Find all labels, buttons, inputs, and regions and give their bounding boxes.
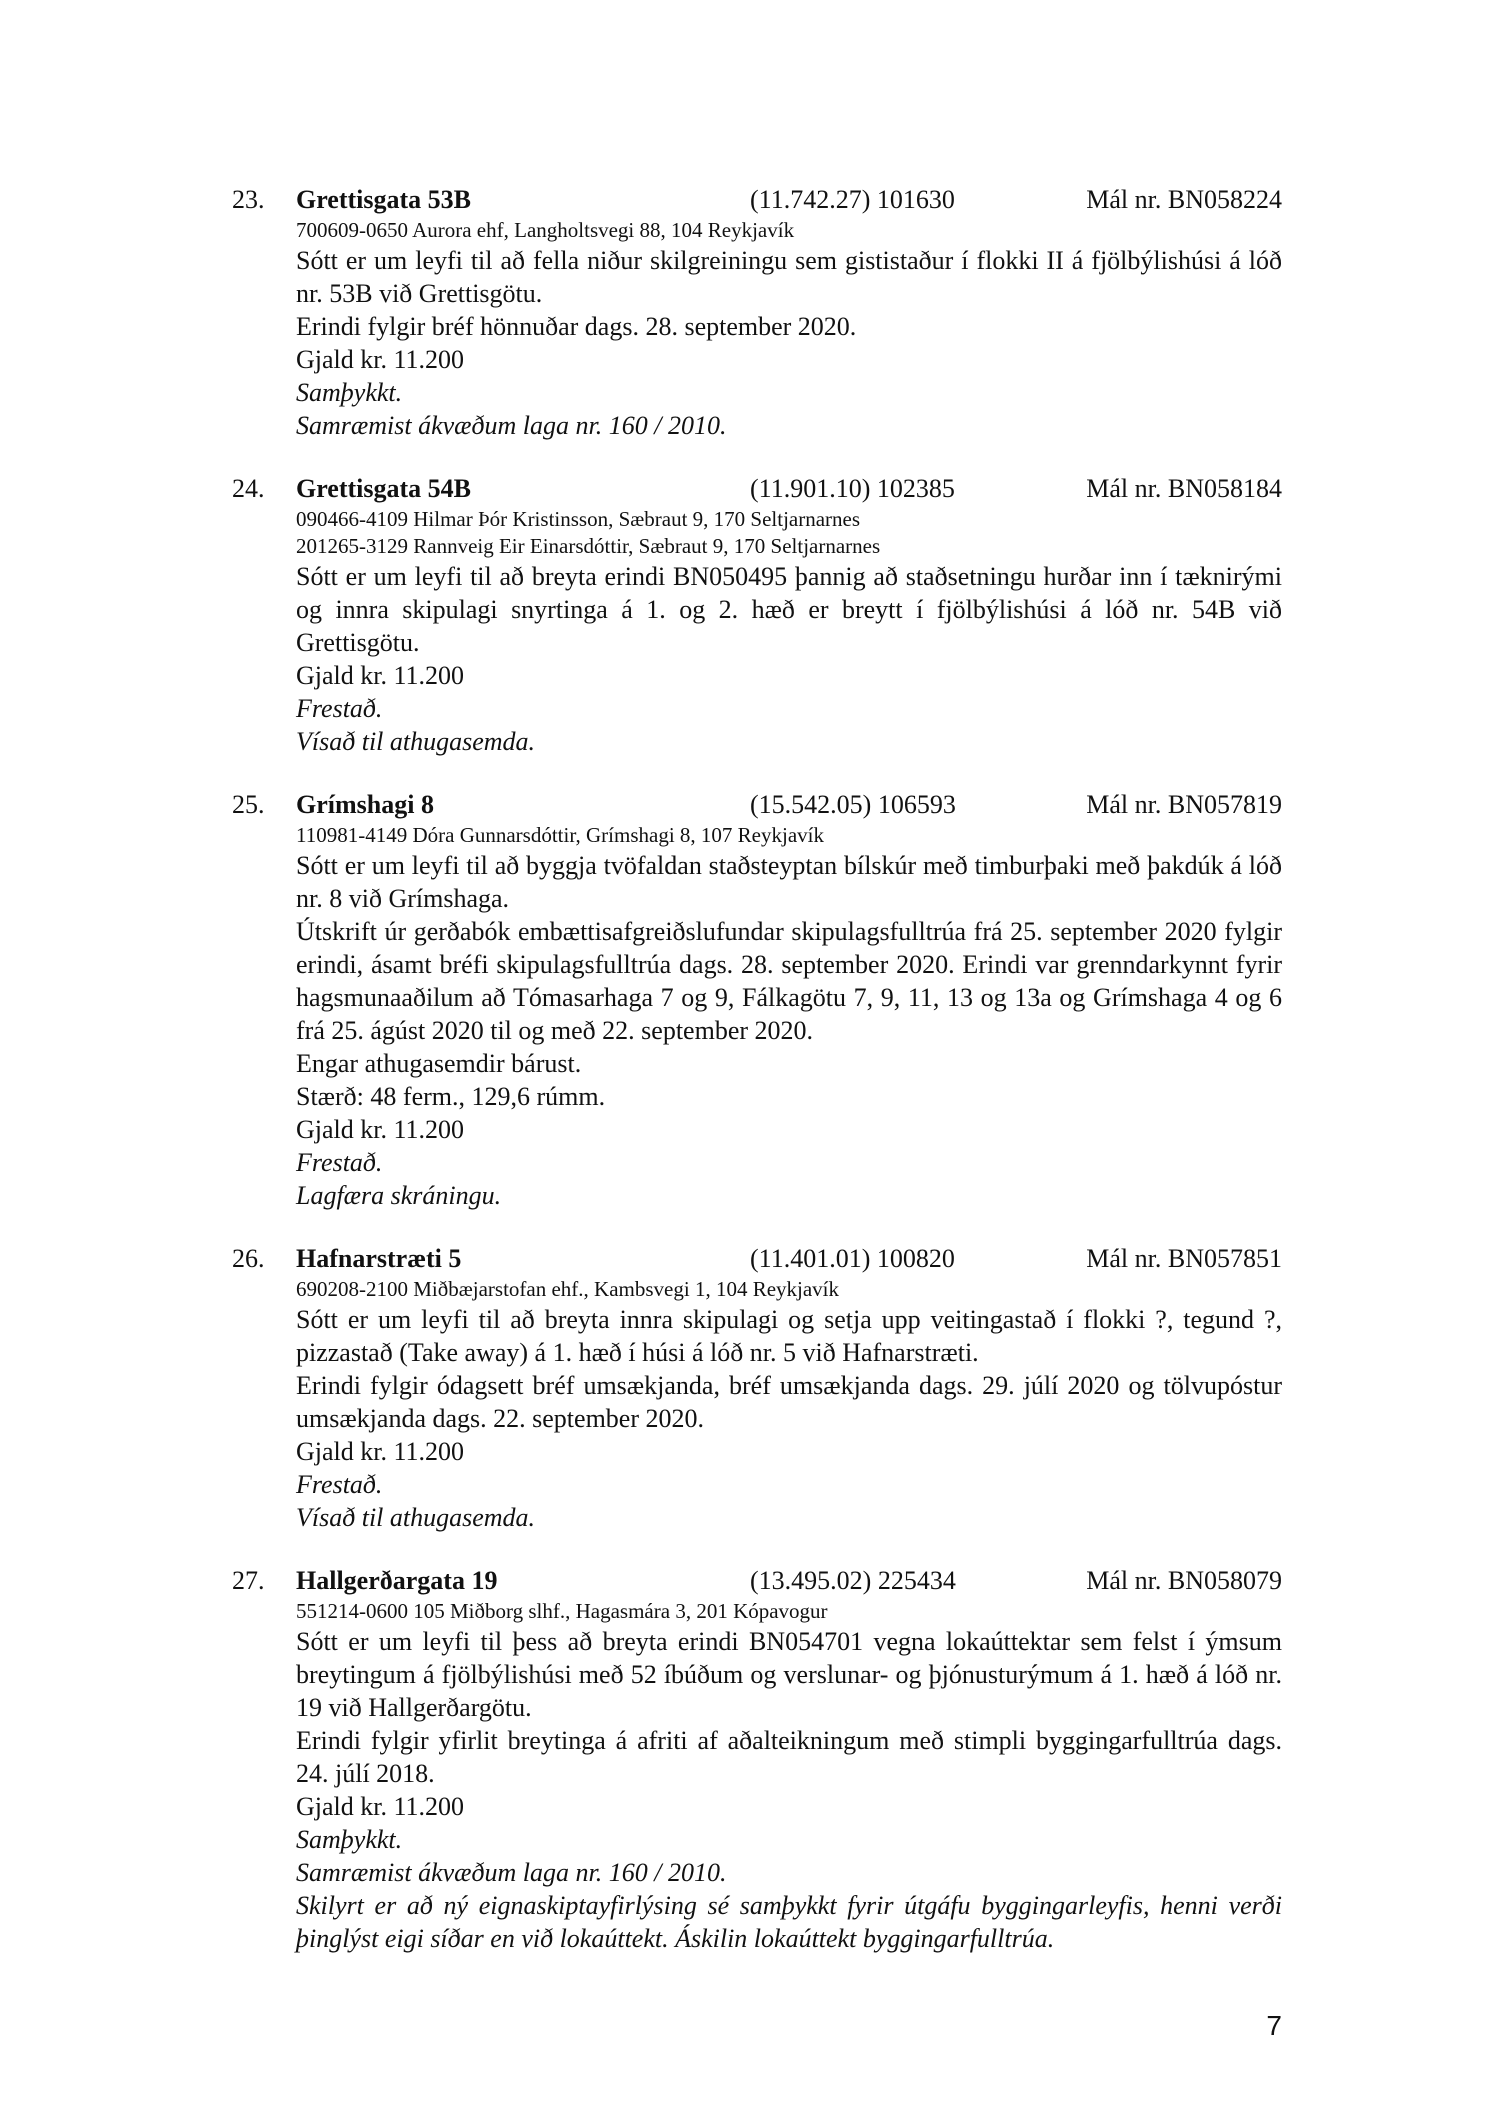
case-paragraph: Gjald kr. 11.200 — [296, 1792, 465, 1821]
case-paragraph: Gjald kr. 11.200 — [296, 345, 465, 374]
case-number: 26. — [232, 1244, 265, 1273]
case-body — [296, 1276, 1282, 1534]
case-number: 27. — [232, 1566, 265, 1595]
decision-line: Frestað. — [296, 1470, 383, 1499]
case-id: Mál nr. BN058184 — [1086, 474, 1282, 503]
case-item — [232, 788, 1282, 1212]
case-paragraph: Erindi fylgir yfirlit breytinga á afriti af aðalteikningum með stimpli byggingarfulltrúa dags. 24. júlí 2018. — [296, 1726, 1282, 1788]
decision-line: Frestað. — [296, 1148, 383, 1177]
applicant-line: 110981-4149 Dóra Gunnarsdóttir, Grímshagi 8, 107 Reykjavík — [296, 823, 824, 847]
decision-line: Samræmist ákvæðum laga nr. 160 / 2010. — [296, 1858, 727, 1887]
case-body — [296, 1598, 1282, 1955]
case-paragraph: Útskrift úr gerðabók embættisafgreiðslufundar skipulagsfulltrúa frá 25. september 2020 fylgir erindi, ásamt bréfi skipulagsfulltrúa dags. 28. september 2020. Erindi var grenndarkynnt fyrir hagsmunaaðilum að Tómasarhaga 7 og 9, Fálkagötu 7, 9, 11, 13 og 13a og Grímshaga 4 og 6 frá 25. ágúst 2020 til og með 22. september 2020. — [296, 917, 1282, 1045]
applicant-line: 690208-2100 Miðbæjarstofan ehf., Kambsvegi 1, 104 Reykjavík — [296, 1277, 840, 1301]
case-paragraph: Gjald kr. 11.200 — [296, 661, 465, 690]
decision-line: Samþykkt. — [296, 1825, 403, 1854]
decision-line: Samræmist ákvæðum laga nr. 160 / 2010. — [296, 411, 727, 440]
case-paragraph: Engar athugasemdir bárust. — [296, 1049, 582, 1078]
applicant-line: 700609-0650 Aurora ehf, Langholtsvegi 88, 104 Reykjavík — [296, 218, 795, 242]
case-paragraph: Sótt er um leyfi til að byggja tvöfaldan staðsteyptan bílskúr með timburþaki með þakdúk á lóð nr. 8 við Grímshaga. — [296, 851, 1282, 913]
case-number: 23. — [232, 185, 265, 214]
decision-line: Frestað. — [296, 694, 383, 723]
decision-line: Samþykkt. — [296, 378, 403, 407]
land-number: (11.742.27) 101630 — [750, 185, 955, 214]
case-address: Hallgerðargata 19 — [296, 1566, 498, 1595]
case-body — [296, 822, 1282, 1212]
case-item — [232, 472, 1282, 758]
applicant-line: 201265-3129 Rannveig Eir Einarsdóttir, Sæbraut 9, 170 Seltjarnarnes — [296, 534, 881, 558]
case-item — [232, 1242, 1282, 1534]
case-id: Mál nr. BN057819 — [1086, 790, 1282, 819]
land-number: (15.542.05) 106593 — [750, 790, 956, 819]
applicant-line: 551214-0600 105 Miðborg slhf., Hagasmára 3, 201 Kópavogur — [296, 1599, 828, 1623]
decision-line: Vísað til athugasemda. — [296, 1503, 536, 1532]
case-address: Hafnarstræti 5 — [296, 1244, 462, 1273]
case-header — [232, 1564, 1282, 1598]
case-header — [232, 472, 1282, 506]
case-id: Mál nr. BN057851 — [1086, 1244, 1282, 1273]
case-paragraph: Stærð: 48 ferm., 129,6 rúmm. — [296, 1082, 606, 1111]
land-number: (11.401.01) 100820 — [750, 1244, 955, 1273]
decision-line: Lagfæra skráningu. — [296, 1181, 502, 1210]
case-paragraph: Erindi fylgir bréf hönnuðar dags. 28. september 2020. — [296, 312, 857, 341]
case-address: Grettisgata 53B — [296, 185, 471, 214]
land-number: (11.901.10) 102385 — [750, 474, 955, 503]
case-paragraph: Erindi fylgir ódagsett bréf umsækjanda, bréf umsækjanda dags. 29. júlí 2020 og tölvupóstur umsækjanda dags. 22. september 2020. — [296, 1371, 1282, 1433]
case-body — [296, 506, 1282, 758]
case-header — [232, 788, 1282, 822]
case-paragraph: Sótt er um leyfi til að fella niður skilgreiningu sem gististaður í flokki II á fjölbýlishúsi á lóð nr. 53B við Grettisgötu. — [296, 246, 1282, 308]
case-number: 24. — [232, 474, 265, 503]
case-body — [296, 217, 1282, 442]
case-paragraph: Sótt er um leyfi til þess að breyta erindi BN054701 vegna lokaúttektar sem felst í ýmsum breytingum á fjölbýlishúsi með 52 íbúðum og verslunar- og þjónusturýmum á 1. hæð á lóð nr. 19 við Hallgerðargötu. — [296, 1627, 1282, 1722]
land-number: (13.495.02) 225434 — [750, 1566, 956, 1595]
case-number: 25. — [232, 790, 265, 819]
case-paragraph: Gjald kr. 11.200 — [296, 1437, 465, 1466]
case-paragraph: Sótt er um leyfi til að breyta innra skipulagi og setja upp veitingastað í flokki ?, tegund ?, pizzastað (Take away) á 1. hæð í húsi á lóð nr. 5 við Hafnarstræti. — [296, 1305, 1282, 1367]
case-item — [232, 183, 1282, 442]
case-id: Mál nr. BN058224 — [1086, 185, 1282, 214]
case-header — [232, 183, 1282, 217]
case-header — [232, 1242, 1282, 1276]
case-item — [232, 1564, 1282, 1955]
decision-line: Skilyrt er að ný eignaskiptayfirlýsing sé samþykkt fyrir útgáfu byggingarleyfis, henni verði þinglýst eigi síðar en við lokaúttekt. Áskilin lokaúttekt byggingarfulltrúa. — [296, 1891, 1282, 1953]
case-paragraph: Gjald kr. 11.200 — [296, 1115, 465, 1144]
case-address: Grettisgata 54B — [296, 474, 471, 503]
case-address: Grímshagi 8 — [296, 790, 434, 819]
page-number: 7 — [1266, 2010, 1282, 2041]
case-paragraph: Sótt er um leyfi til að breyta erindi BN050495 þannig að staðsetningu hurðar inn í tæknirými og innra skipulagi snyrtinga á 1. og 2. hæð er breytt í fjölbýlishúsi á lóð nr. 54B við Grettisgötu. — [296, 562, 1282, 657]
applicant-line: 090466-4109 Hilmar Þór Kristinsson, Sæbraut 9, 170 Seltjarnarnes — [296, 507, 861, 531]
case-id: Mál nr. BN058079 — [1086, 1566, 1282, 1595]
case-list — [232, 183, 1282, 1985]
decision-line: Vísað til athugasemda. — [296, 727, 536, 756]
